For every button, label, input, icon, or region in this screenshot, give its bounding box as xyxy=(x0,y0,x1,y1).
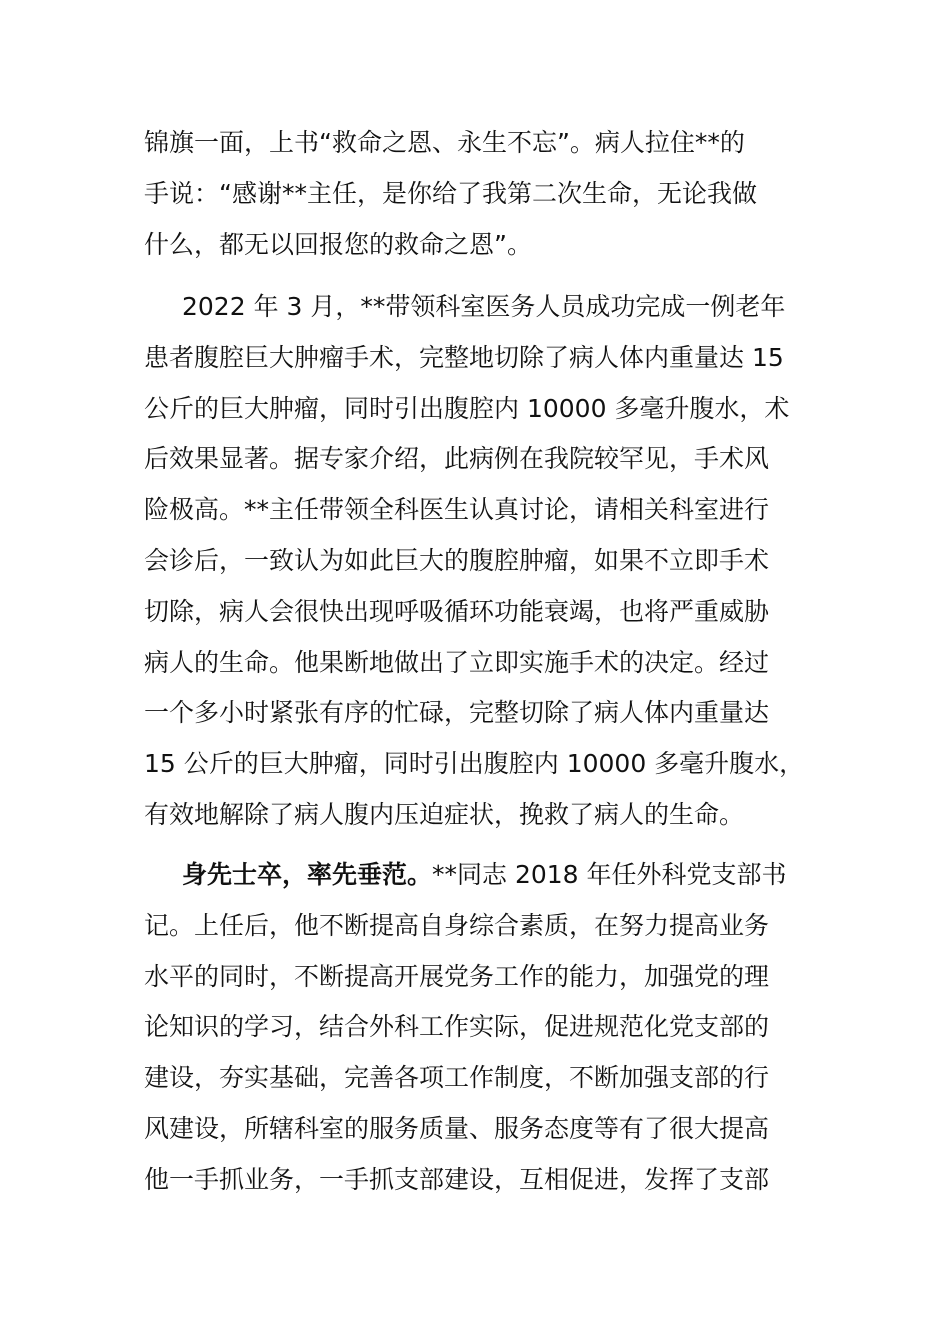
text-line: 一个多小时紧张有序的忙碌，完整切除了病人体内重量达 xyxy=(144,698,770,728)
text-line: 公斤的巨大肿瘤，同时引出腹腔内 10000 多毫升腹水，术 xyxy=(144,393,790,423)
text-line: 15 公斤的巨大肿瘤，同时引出腹腔内 10000 多毫升腹水， xyxy=(144,749,805,779)
text-line: 险极高。**主任带领全科医生认真讨论，请相关科室进行 xyxy=(144,495,770,525)
text-line: 记。上任后，他不断提高自身综合素质，在努力提高业务 xyxy=(144,910,770,940)
text-line: 病人的生命。他果断地做出了立即实施手术的决定。经过 xyxy=(144,647,770,677)
text-line xyxy=(144,850,844,901)
text-line: 锦旗一面，上书“救命之恩、永生不忘”。病人拉住**的 xyxy=(144,128,745,157)
paragraph-leadership xyxy=(144,850,844,1206)
text-line: 风建设，所辖科室的服务质量、服务态度等有了很大提高 xyxy=(144,1113,770,1143)
paragraph-surgery xyxy=(144,282,844,841)
text-line: 后效果显著。据专家介绍，此病例在我院较罕见，手术风 xyxy=(144,444,770,474)
text-line: 什么，都无以回报您的救命之恩”。 xyxy=(144,229,532,259)
text-line: 水平的同时，不断提高开展党务工作的能力，加强党的理 xyxy=(144,961,770,991)
paragraph-thanks xyxy=(144,118,844,270)
text-line: 建设，夯实基础，完善各项工作制度，不断加强支部的行 xyxy=(144,1063,770,1093)
section-lead-heading: 身先士卒，率先垂范。 xyxy=(182,860,433,889)
text-line: 有效地解除了病人腹内压迫症状，挽救了病人的生命。 xyxy=(144,799,745,829)
text-line: 2022 年 3 月，**带领科室医务人员成功完成一例老年 xyxy=(182,292,786,321)
text-run: **同志 2018 年任外科党支部书 xyxy=(432,860,787,889)
text-line: 切除，病人会很快出现呼吸循环功能衰竭，也将严重威胁 xyxy=(144,596,770,626)
text-line: 论知识的学习，结合外科工作实际，促进规范化党支部的 xyxy=(144,1012,770,1042)
text-line: 患者腹腔巨大肿瘤手术，完整地切除了病人体内重量达 15 xyxy=(144,342,784,372)
text-line: 手说：“感谢**主任，是你给了我第二次生命，无论我做 xyxy=(144,178,757,208)
text-line: 他一手抓业务，一手抓支部建设，互相促进，发挥了支部 xyxy=(144,1164,770,1194)
text-line: 会诊后，一致认为如此巨大的腹腔肿瘤，如果不立即手术 xyxy=(144,545,770,575)
